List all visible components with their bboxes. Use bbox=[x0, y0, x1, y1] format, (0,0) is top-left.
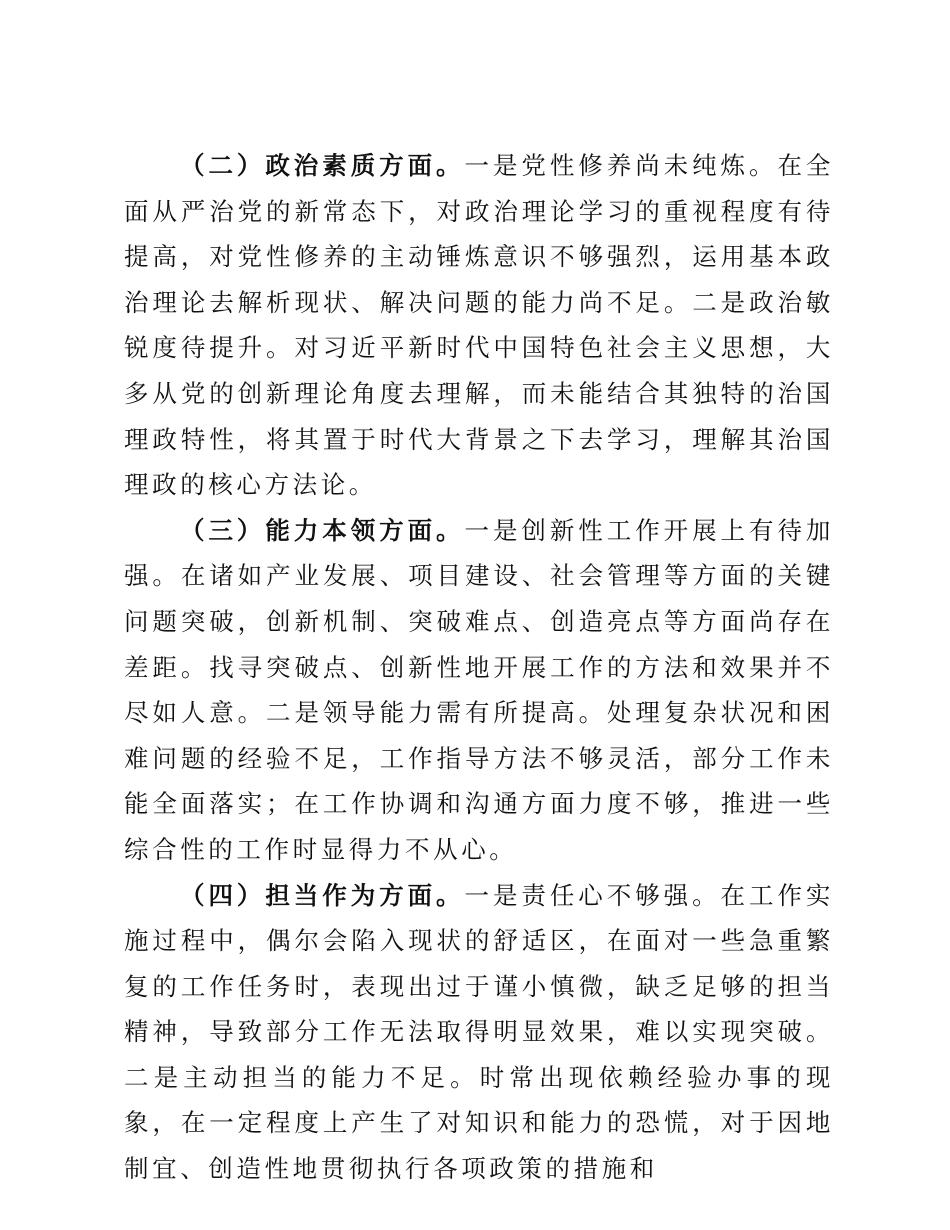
paragraph-responsibility bbox=[124, 873, 834, 1192]
paragraph-body: 一是党性修养尚未纯炼。在全面从严治党的新常态下，对政治理论学习的重视程度有待提高，对党性修养的主动锤炼意识不够强烈，运用基本政治理论去解析现状、解决问题的能力尚不足。二是政治敏锐度待提升。对习近平新时代中国特色社会主义思想，大多从党的创新理论角度去理解，而未能结合其独特的治国理政特性，将其置于时代大背景之下去学习，理解其治国理政的核心方法论。 bbox=[124, 151, 834, 500]
paragraph-heading: （三）能力本领方面。 bbox=[180, 515, 465, 545]
document-page bbox=[124, 143, 834, 1192]
paragraph-political-quality bbox=[124, 143, 834, 508]
paragraph-ability bbox=[124, 508, 834, 873]
paragraph-body: 一是责任心不够强。在工作实施过程中，偶尔会陷入现状的舒适区，在面对一些急重繁复的工作任务时，表现出过于谨小慎微，缺乏足够的担当精神，导致部分工作无法取得明显效果，难以实现突破。二是主动担当的能力不足。时常出现依赖经验办事的现象，在一定程度上产生了对知识和能力的恐慌，对于因地制宜、创造性地贯彻执行各项政策的措施和 bbox=[124, 880, 834, 1184]
paragraph-heading: （四）担当作为方面。 bbox=[180, 880, 465, 910]
paragraph-body: 一是创新性工作开展上有待加强。在诸如产业发展、项目建设、社会管理等方面的关键问题突破，创新机制、突破难点、创造亮点等方面尚存在差距。找寻突破点、创新性地开展工作的方法和效果并不尽如人意。二是领导能力需有所提高。处理复杂状况和困难问题的经验不足，工作指导方法不够灵活，部分工作未能全面落实；在工作协调和沟通方面力度不够，推进一些综合性的工作时显得力不从心。 bbox=[124, 515, 834, 864]
paragraph-heading: （二）政治素质方面。 bbox=[180, 151, 465, 180]
